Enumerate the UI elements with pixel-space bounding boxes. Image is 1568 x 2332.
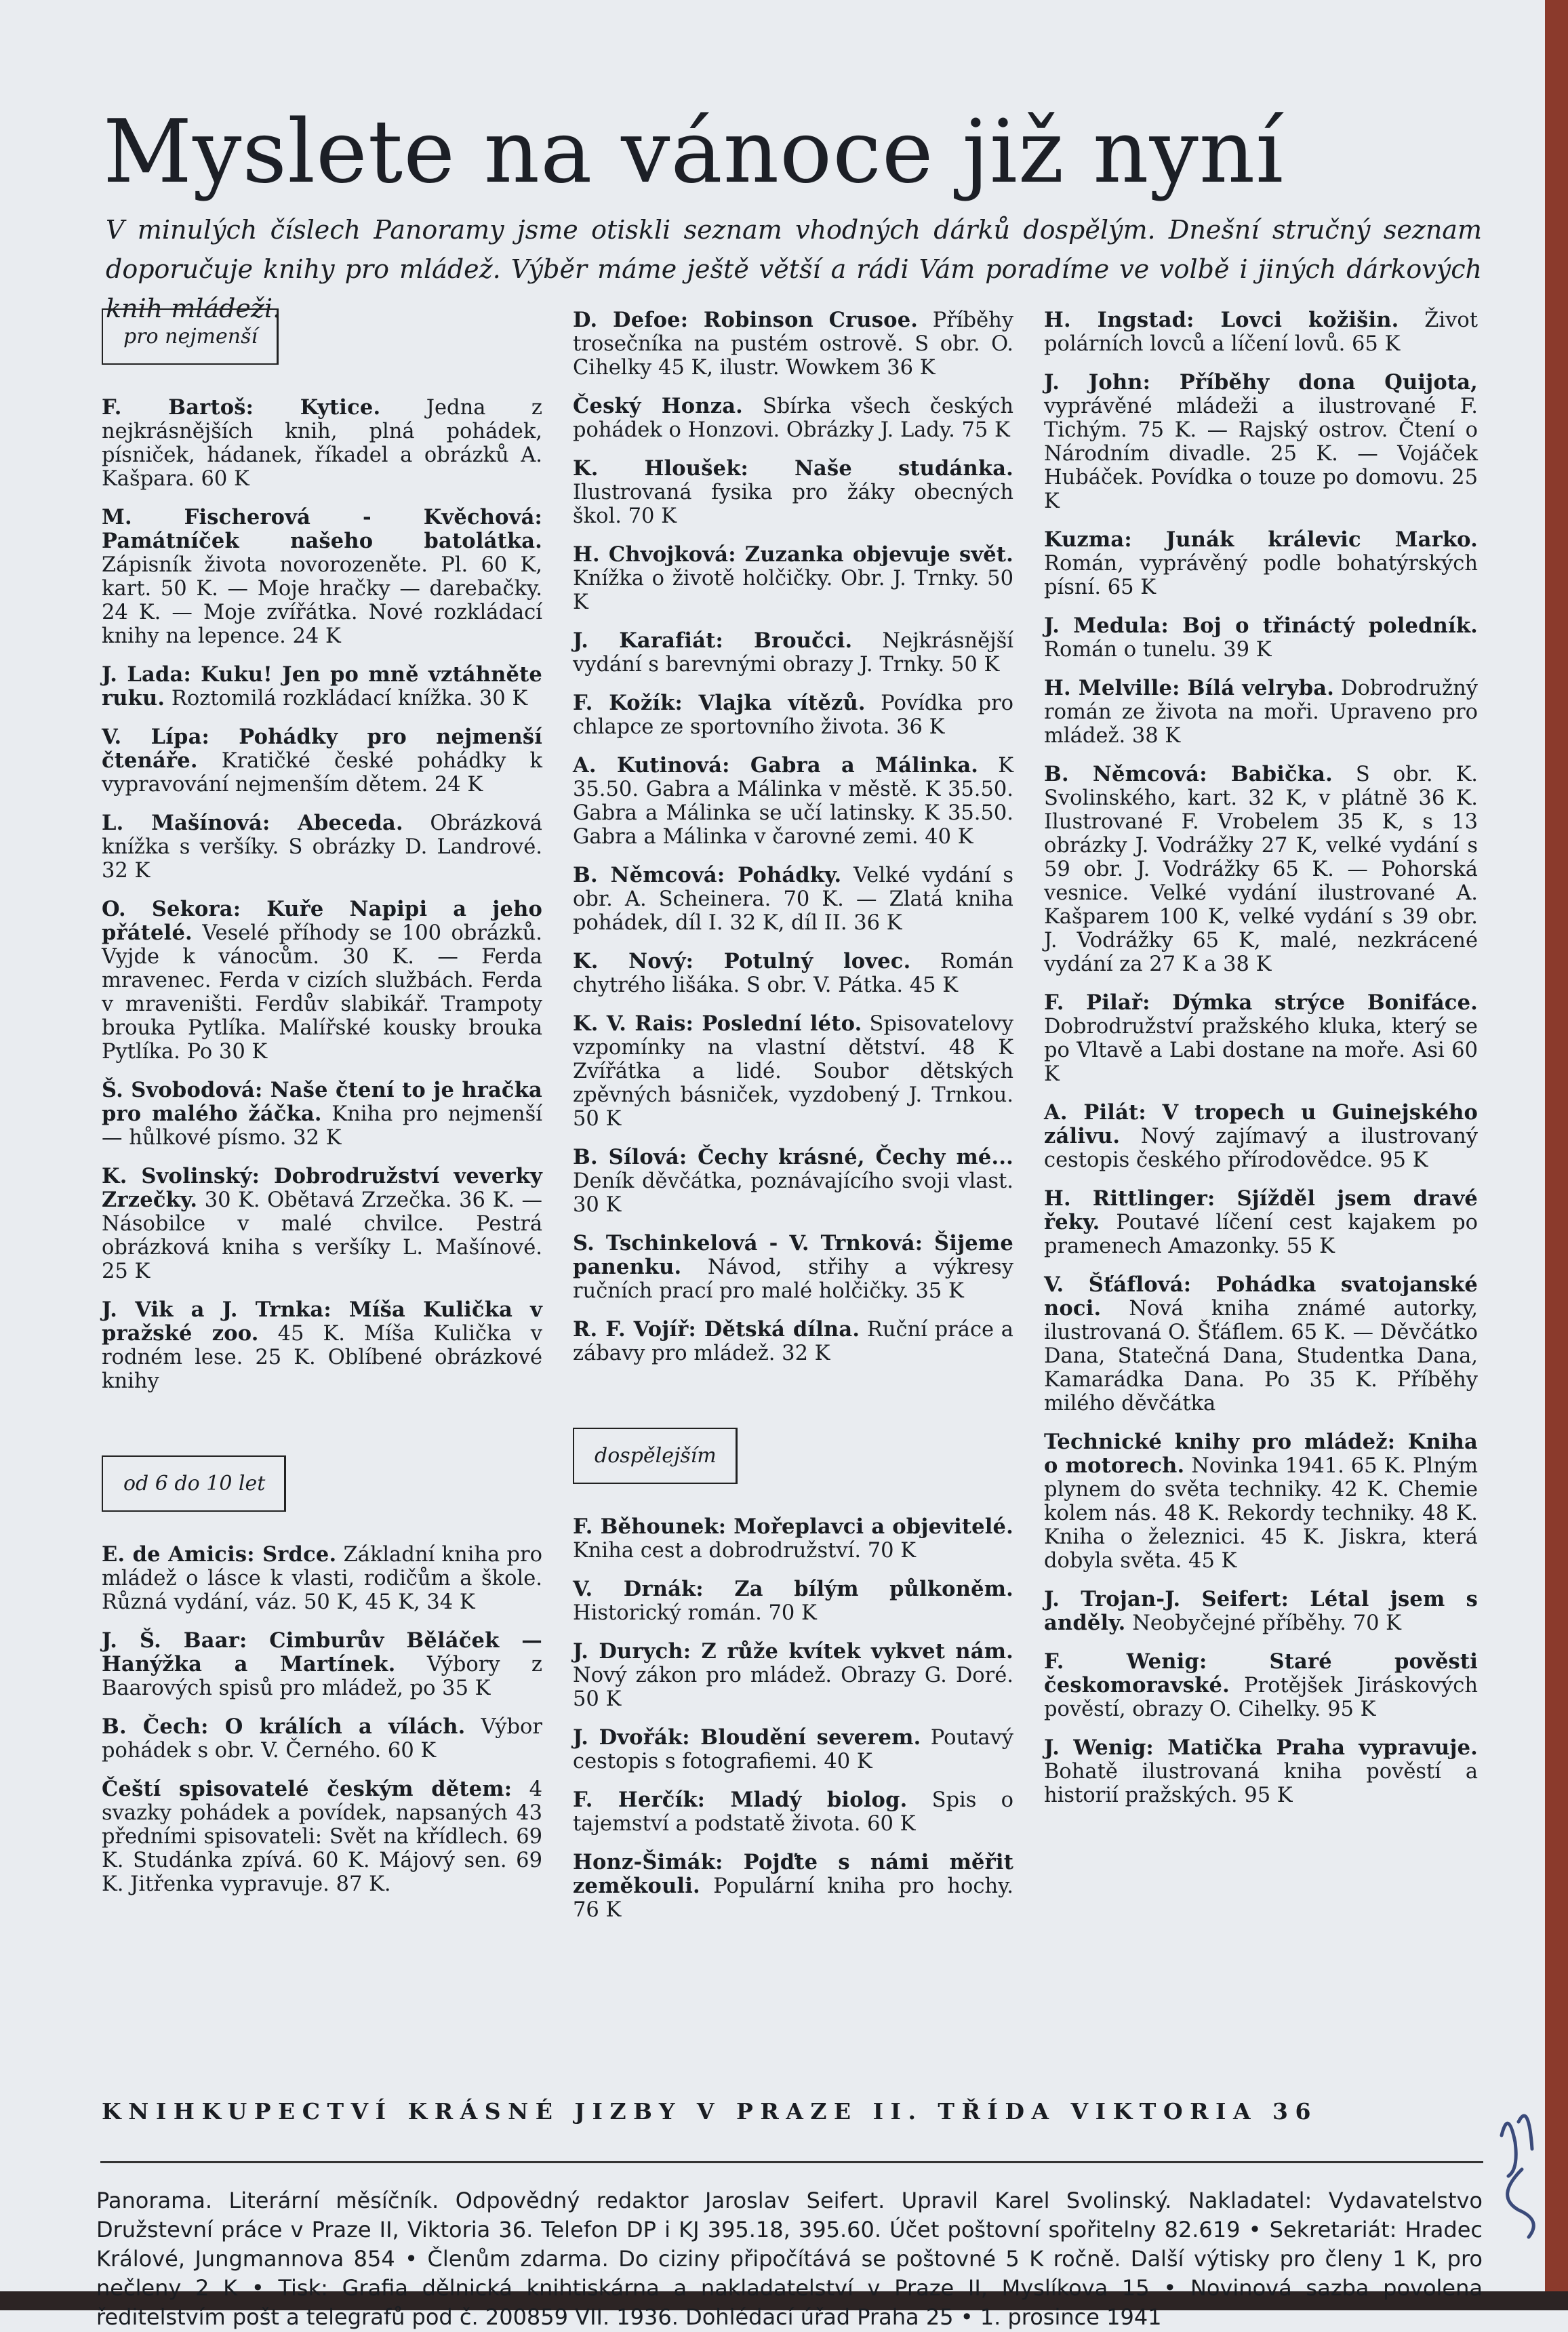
book-description: Roztomilá rozkládací knížka. 30 K [171,687,528,710]
book-entry [102,1629,542,1700]
book-description: 4 svazky pohádek a povídek, napsaných 43 předními spisovateli: Svět na křídlech. 69 K. Studánka zpívá. 60 K. Májový sen. 69 K. Jitřenka vypravuje. 87 K. [102,1777,542,1896]
book-description: Poutavé líčení cest kajakem po pramenech Amazonky. 55 K [1044,1211,1478,1258]
book-description: Ilustrovaná fysika pro žáky obecných škol. 70 K [573,481,1013,528]
handwritten-mark [1481,2095,1556,2251]
book-description: Dobrodružství pražského kluka, který se po Vltavě a Labi dostane na moře. Asi 60 K [1044,1015,1478,1086]
book-heading: Kuzma: Junák králevic Marko. [1044,527,1478,552]
book-description: Nejkrásnější vydání s barevnými obrazy J. Trnky. 50 K [573,629,1013,677]
book-description: Ruční práce a zábavy pro mládež. 32 K [573,1318,1013,1365]
book-heading: M. Fischerová - Kvěchová: Památníček našeho batolátka. [102,505,542,553]
book-entry [573,1640,1013,1711]
book-entry [573,1788,1013,1836]
book-heading: F. Kožík: Vlajka vítězů. [573,691,866,715]
section-label-nejmensi: pro nejmenší [102,308,279,365]
book-entry [1044,1273,1478,1415]
book-description: Bohatě ilustrovaná kniha pověstí a historií pražských. 95 K [1044,1760,1478,1807]
book-description: vyprávěné mládeži a ilustrované F. Tichým. 75 K. — Rajský ostrov. Čtení o Národním divadle. 25 K. — Vojáček Hubáček. Povídka o touze po domovu. 25 K [1044,395,1478,513]
book-description: Protějšek Jiráskových pověstí, obrazy O. Cihelky. 95 K [1044,1674,1478,1721]
book-description: Román, vyprávěný podle bohatýrských písní. 65 K [1044,552,1478,599]
book-description: Kratičké české pohádky k vypravování nejmenším dětem. 24 K [102,749,542,797]
book-description: 45 K. Míša Kulička v rodném lese. 25 K. Oblíbené obrázkové knihy [102,1322,543,1393]
book-entry [573,543,1013,614]
book-entry [1044,763,1478,976]
book-description: Novinka 1941. 65 K. Plným plynem do světa techniky. 42 K. Chemie kolem nás. 48 K. Rekordy techniky. 48 K. Kniha o železnici. 45 K. Jiskra, která dobyla světa. 45 K [1044,1454,1478,1573]
book-description: Populární kniha pro hochy. 76 K [573,1874,1013,1922]
book-entry [1044,371,1478,513]
book-heading: V. Drnák: Za bílým půlkoněm. [573,1577,1013,1601]
bookshop-address: KNIHKUPECTVÍ KRÁSNÉ JIZBY V PRAZE II. TŘÍDA VIKTORIA 36 [102,2098,1318,2125]
book-description: Spis o tajemství a podstatě života. 60 K [573,1788,1013,1836]
book-entry [102,1777,542,1896]
book-entry [102,811,542,883]
book-description: S obr. K. Svolinského, kart. 32 K, v plátně 36 K. Ilustrované F. Vrobelem 35 K, s 13 obrázky J. Vodrážky 27 K, velké vydání s 59 obr. J. Vodrážky 65 K. — Pohorská vesnice. Velké vydání ilustrované A. Kašparem 100 K, velké vydání s 39 obr. J. Vodrážky 65 K, malé, nezkrácené vydání za 27 K a 38 K [1044,763,1478,976]
book-heading: D. Defoe: Robinson Crusoe. [573,308,919,332]
book-heading: J. Lada: Kuku! Jen po mně vztáhněte ruku. [102,662,542,710]
book-description: Kniha pro nejmenší — hůlkové písmo. 32 K [102,1102,542,1150]
book-entry [573,1726,1013,1773]
book-heading: J. Vik a J. Trnka: Míša Kulička v pražské zoo. [102,1298,542,1346]
book-heading: J. Durych: Z růže kvítek vykvet nám. [573,1639,1013,1664]
book-description: Povídka pro chlapce ze sportovního života. 36 K [573,691,1013,739]
book-description: Výbory z Baarových spisů pro mládež, po 35 K [102,1653,542,1700]
book-entry [102,1079,542,1150]
intro-paragraph: V minulých číslech Panoramy jsme otiskli seznam vhodných dárků dospělým. Dnešní stručný seznam doporučuje knihy pro mládež. Výběr máme ještě větší a rádi Vám poradíme ve volbě i jiných dárkových knih mládeži. [106,215,1482,323]
book-heading: R. F. Vojíř: Dětská dílna. [573,1317,860,1342]
book-description: Nový zajímavý a ilustrovaný cestopis českého přírodovědce. 95 K [1044,1125,1478,1172]
book-description: Návod, střihy a výkresy ručních prací pro malé holčičky. 35 K [573,1255,1013,1303]
book-heading: J. Š. Baar: Cimburův Běláček — Hanýžka a Martínek. [102,1628,542,1676]
book-description: Nová kniha známé autorky, ilustrovaná O. Šťáflem. 65 K. — Děvčátko Dana, Statečná Dana, Studentka Dana, Kamarádka Dana. Po 35 K. Příběhy milého děvčátka [1044,1297,1478,1415]
book-entry [1044,1588,1478,1635]
book-heading: B. Němcová: Babička. [1044,762,1333,786]
book-heading: J. Karafiát: Broučci. [573,628,853,653]
divider-rule [100,2161,1483,2163]
book-entry [1044,1736,1478,1807]
book-description: Zápisník života novorozeněte. Pl. 60 K, kart. 50 K. — Moje hračky — darebačky. 24 K. — Moje zvířátka. Nové rozkládací knihy na lepence. 24 K [102,553,542,648]
book-entry [102,663,542,710]
book-heading: J. Trojan-J. Seifert: Létal jsem s anděly. [1044,1587,1478,1635]
book-entry [573,1515,1013,1563]
book-description: 30 K. Obětavá Zrzečka. 36 K. — Násobilce v malé chvilce. Pestrá obrázková kniha s veršíky L. Mašínové. 25 K [102,1188,542,1283]
book-entry [1044,991,1478,1086]
book-description: Knížka o životě holčičky. Obr. J. Trnky. 50 K [573,567,1013,614]
book-heading: F. Pilař: Dýmka strýce Bonifáce. [1044,990,1478,1015]
book-description: Poutavý cestopis s fotografiemi. 40 K [573,1726,1013,1773]
book-description: Život polárních lovců a líčení lovů. 65 K [1044,308,1478,356]
book-heading: S. Tschinkelová - V. Trnková: Šijeme panenku. [573,1231,1013,1279]
entry-list-dospelejsim [573,1515,1013,1922]
book-entry [1044,308,1478,356]
book-heading: Š. Svobodová: Naše čtení to je hračka pro malého žáčka. [102,1078,542,1126]
book-heading: V. Šťáflová: Pohádka svatojanské noci. [1044,1272,1478,1321]
book-entry [1044,1187,1478,1258]
book-heading: B. Sílová: Čechy krásné, Čechy mé... [573,1145,1013,1169]
book-heading: F. Wenig: Staré pověsti českomoravské. [1044,1649,1478,1697]
book-heading: K. Hloušek: Naše studánka. [573,456,1013,481]
book-description: Historický román. 70 K [573,1601,817,1625]
book-entry [1044,614,1478,662]
book-heading: F. Herčík: Mladý biolog. [573,1788,908,1812]
book-entry [1044,1101,1478,1172]
book-entry [573,629,1013,677]
book-heading: J. Wenig: Matička Praha vypravuje. [1044,1735,1478,1760]
book-heading: V. Lípa: Pohádky pro nejmenší čtenáře. [102,725,542,773]
book-heading: H. Melville: Bílá velryba. [1044,676,1335,700]
book-description: Sbírka všech českých pohádek o Honzovi. Obrázky J. Lady. 75 K [573,395,1013,442]
book-entry [1044,528,1478,599]
book-heading: F. Běhounek: Mořeplavci a objevitelé. [573,1514,1013,1539]
book-entry [573,950,1013,997]
entry-list-nejmensi [102,396,542,1393]
book-heading: O. Sekora: Kuře Napipi a jeho přátelé. [102,897,542,945]
book-entry [573,691,1013,739]
book-entry [573,308,1013,380]
book-description: Deník děvčátka, poznávajícího svoji vlast. 30 K [573,1169,1013,1217]
book-entry [102,725,542,797]
book-entry [573,1012,1013,1131]
book-entry [1044,1430,1478,1573]
book-entry [1044,1650,1478,1721]
page-edge-right [1545,0,1568,2310]
book-description: Jedna z nejkrásnějších knih, plná pohádek, písniček, hádanek, říkadel a obrázků A. Kašpara. 60 K [102,396,542,491]
book-entry [102,506,542,648]
book-entry [102,1715,542,1763]
book-entry [1044,677,1478,748]
book-heading: Technické knihy pro mládež: Kniha o motorech. [1044,1430,1478,1478]
book-entry [573,1318,1013,1365]
page-title: Myslete na vánoce již nyní [103,102,1285,203]
column-3 [1044,308,1478,1822]
book-entry [573,457,1013,528]
book-entry [102,1298,542,1393]
book-heading: K. Nový: Potulný lovec. [573,949,911,973]
book-heading: Čeští spisovatelé českým dětem: [102,1777,512,1801]
book-description: Výbor pohádek s obr. V. Černého. 60 K [102,1715,542,1763]
book-description: Příběhy trosečníka na pustém ostrově. S obr. O. Cihelky 45 K, ilustr. Wowkem 36 K [573,308,1013,380]
book-heading: H. Ingstad: Lovci kožišin. [1044,308,1399,332]
book-entry [573,864,1013,935]
section-label-dospelejsim: dospělejším [573,1428,738,1484]
entry-list-column-2 [573,308,1013,1365]
column-1 [102,308,542,1911]
book-heading: A. Kutinová: Gabra a Málinka. [573,753,979,778]
book-description: Spisovatelovy vzpomínky na vlastní dětství. 48 K Zvířátka a lidé. Soubor dětských zpěvných básniček, vyzdobený J. Trnkou. 50 K [573,1012,1014,1131]
book-heading: Honz-Šimák: Pojďte s námi měřit zeměkouli. [573,1850,1013,1898]
book-description: Dobrodružný román ze života na moři. Upraveno pro mládež. 38 K [1044,677,1478,748]
book-description: K 35.50. Gabra a Málinka v městě. K 35.50. Gabra a Málinka se učí latinsky. K 35.50. Gabra a Málinka v čarovné zemi. 40 K [573,754,1013,849]
book-entry [102,898,542,1064]
book-entry [573,1577,1013,1625]
book-heading: H. Rittlinger: Sjížděl jsem dravé řeky. [1044,1186,1478,1234]
book-description: Nový zákon pro mládež. Obrazy G. Doré. 50 K [573,1664,1013,1711]
book-entry [573,1146,1013,1217]
book-entry [573,395,1013,442]
book-heading: L. Mašínová: Abeceda. [102,811,403,835]
book-heading: E. de Amicis: Srdce. [102,1542,337,1567]
book-heading: B. Němcová: Pohádky. [573,863,842,887]
book-heading: B. Čech: O králích a vílách. [102,1714,466,1739]
book-entry [573,1851,1013,1922]
book-entry [102,1543,542,1614]
book-heading: H. Chvojková: Zuzanka objevuje svět. [573,542,1013,567]
entry-list-od-6-do-10 [102,1543,542,1896]
book-heading: F. Bartoš: Kytice. [102,395,381,420]
book-heading: J. Medula: Boj o třináctý poledník. [1044,614,1478,638]
book-description: Obrázková knížka s veršíky. S obrázky D. Landrové. 32 K [102,811,542,883]
book-description: Román o tunelu. 39 K [1044,638,1272,662]
book-heading: J. John: Příběhy dona Quijota, [1044,370,1478,395]
section-label-od-6-do-10: od 6 do 10 let [102,1455,286,1512]
book-heading: K. Svolinský: Dobrodružství veverky Zrzečky. [102,1164,542,1212]
entry-list-column-3 [1044,308,1478,1807]
book-entry [102,396,542,491]
book-description: Kniha cest a dobrodružství. 70 K [573,1539,917,1563]
book-heading: K. V. Rais: Poslední léto. [573,1011,862,1036]
book-description: Neobyčejné příběhy. 70 K [1132,1611,1401,1635]
book-entry [573,1232,1013,1303]
book-description: Veselé příhody se 100 obrázků. Vyjde k vánocům. 30 K. — Ferda mravenec. Ferda v cizích službách. Ferda v mraveništi. Ferdův slabikář. Trampoty brouka Pytlíka. Malířské kousky brouka Pytlíka. Po 30 K [102,921,542,1064]
book-heading: Český Honza. [573,394,743,418]
book-description: Základní kniha pro mládež o lásce k vlasti, rodičům a škole. Různá vydání, váz. 50 K, 45 K, 34 K [102,1543,542,1614]
book-heading: A. Pilát: V tropech u Guinejského zálivu. [1044,1100,1478,1148]
book-description: Román chytrého lišáka. S obr. V. Pátka. 45 K [573,950,1013,997]
book-entry [102,1165,542,1283]
imprint-text: Panorama. Literární měsíčník. Odpovědný redaktor Jaroslav Seifert. Upravil Karel Svolinský. Nakladatel: Vydavatelstvo Družstevní práce v Praze II, Viktoria 36. Telefon DP i KJ 395.18, 395.60. Účet poštovní spořitelny 82.619 • Sekretariát: Hradec Králové, Jungmannova 854 • Členům zdarma. Do ciziny připočítává se poštovné 5 K ročně. Další výtisky pro členy 1 K, pro nečleny 2 K • Tisk: Grafia dělnická knihtiskárna a nakladatelství v Praze II, Myslíkova 15 • Novinová sazba povolena ředitelstvím pošt a telegrafů pod č. 200859 VII. 1936. Dohlédací úřad Praha 25 • 1. prosince 1941 [96,2188,1483,2330]
book-entry [573,754,1013,849]
book-description: Velké vydání s obr. A. Scheinera. 70 K. — Zlatá kniha pohádek, díl I. 32 K, díl II. 36 K [573,864,1014,935]
book-heading: J. Dvořák: Bloudění severem. [573,1725,921,1750]
column-2 [573,308,1013,1937]
